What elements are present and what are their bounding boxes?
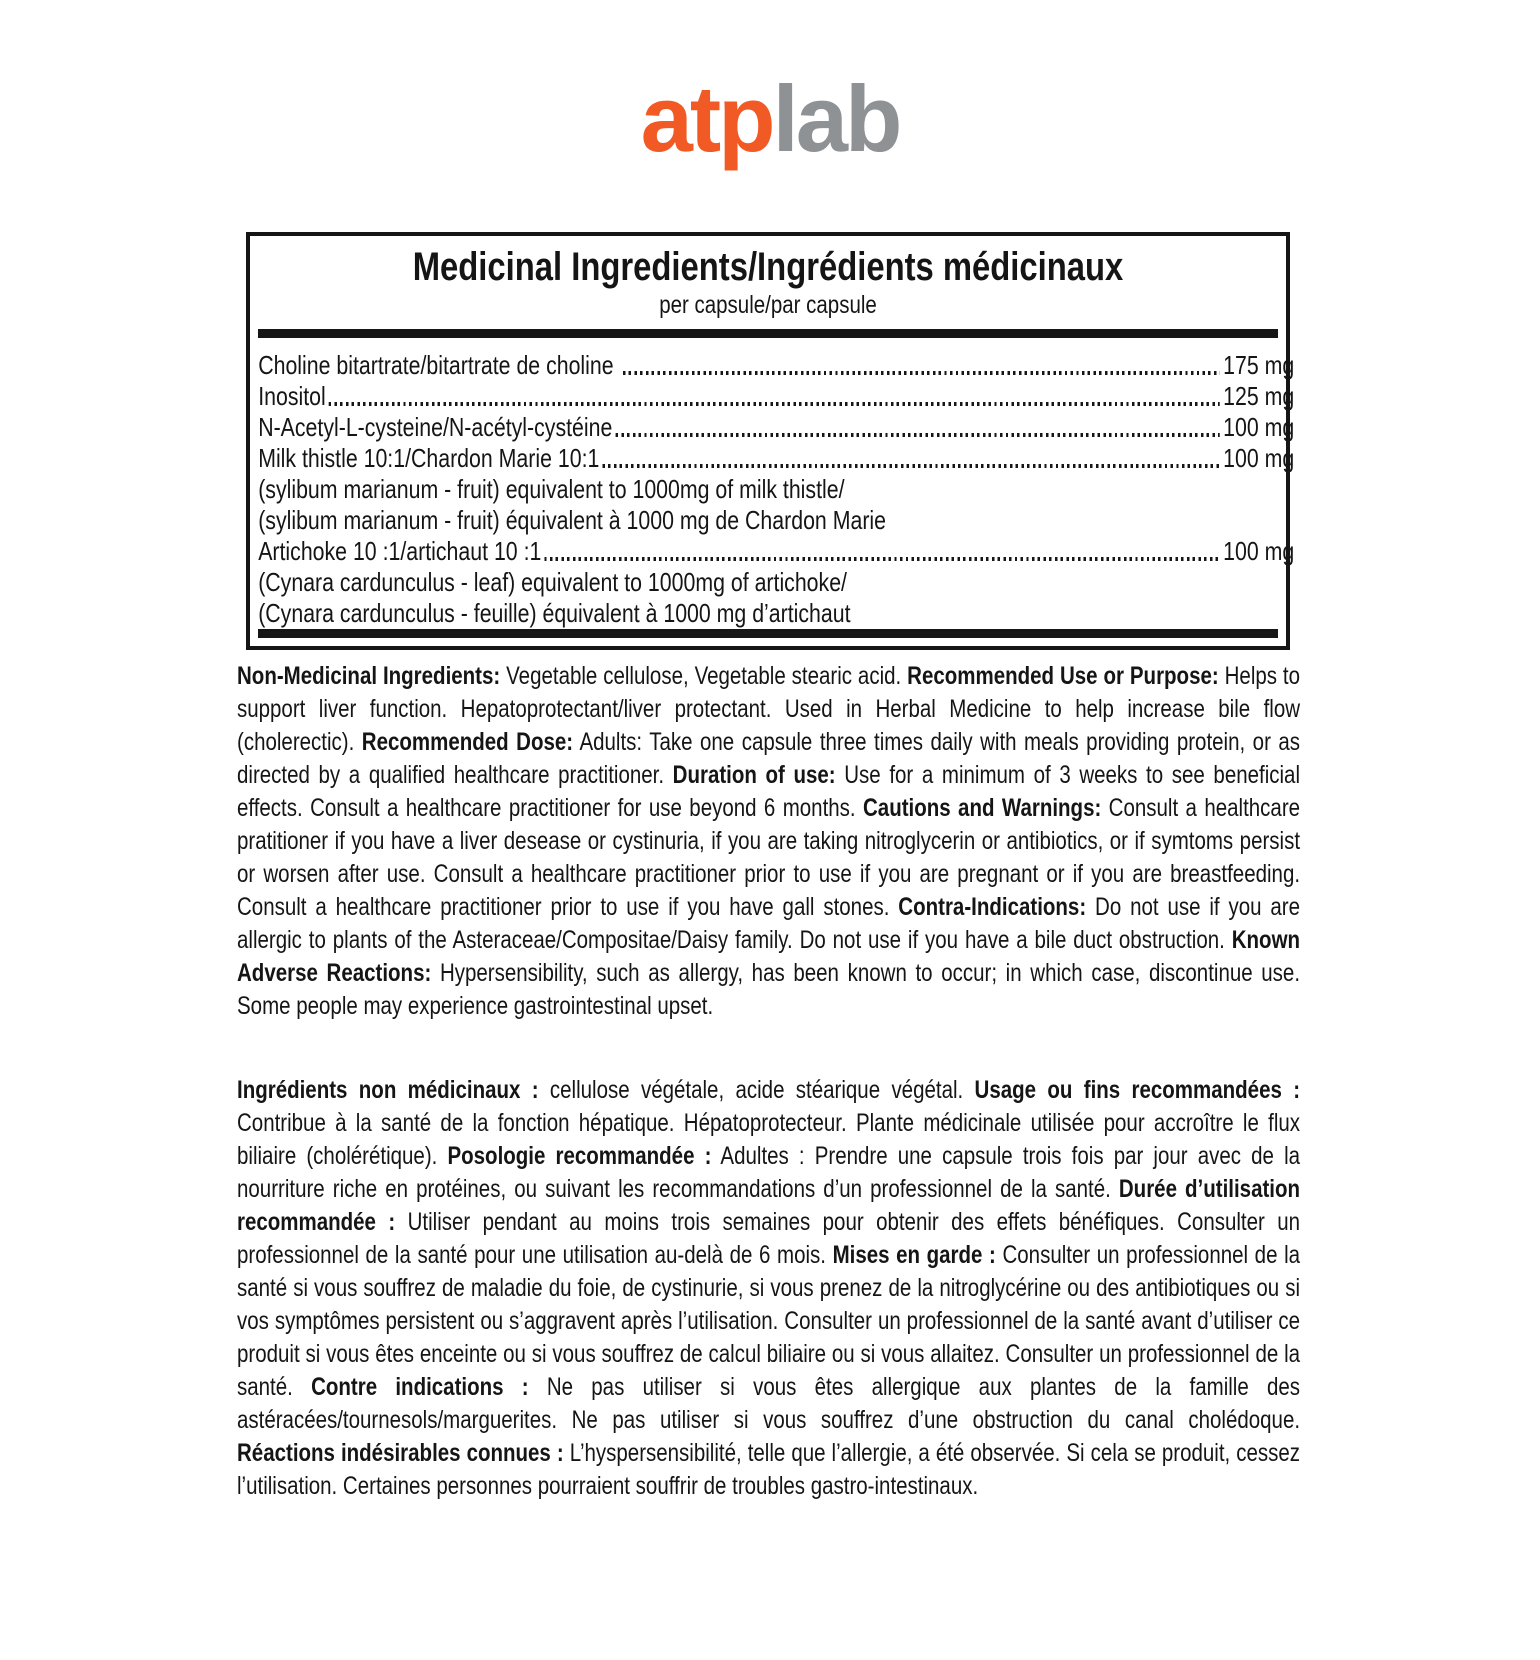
dotted-leader <box>616 433 1220 437</box>
ingredient-amount: 100 mg <box>1223 411 1295 442</box>
brand-logo-lab: lab <box>772 66 900 171</box>
ingredient-amount: 125 mg <box>1223 380 1295 411</box>
section-heading: Posologie recommandée : <box>447 1142 712 1170</box>
brand-logo-atp: atp <box>640 66 773 171</box>
ingredient-row <box>258 350 1294 381</box>
section-heading: Contra-Indications: <box>898 893 1087 921</box>
ingredient-amount: 175 mg <box>1223 349 1295 380</box>
english-info-paragraph <box>237 660 1300 1023</box>
ingredient-label: Inositol <box>258 380 326 411</box>
dotted-leader <box>603 464 1220 468</box>
ingredient-label: (sylibum marianum - fruit) equivalent to 1000mg of milk thistle/ <box>258 473 845 504</box>
ingredient-row <box>258 412 1294 443</box>
section-heading: Known Adverse Reactions: <box>237 926 1301 987</box>
ingredient-list <box>250 338 1302 629</box>
brand-logo <box>0 66 1540 171</box>
section-heading: Ingrédients non médicinaux : <box>237 1076 539 1104</box>
ingredient-label: Choline bitartrate/bitartrate de choline <box>258 349 620 380</box>
ingredient-row <box>258 505 1294 536</box>
dotted-leader <box>329 402 1220 406</box>
section-heading: Usage ou fins recommandées : <box>974 1076 1301 1104</box>
section-heading: Recommended Use or Purpose: <box>907 662 1219 690</box>
ingredient-row <box>258 536 1294 567</box>
section-heading: Mises en garde : <box>832 1241 996 1269</box>
divider-bar-bottom <box>258 629 1278 638</box>
ingredient-row <box>258 381 1294 412</box>
french-info-text: Ingrédients non médicinaux : cellulose végétale, acide stéarique végétal. Usage ou fins recommandées : Contribue à la santé de la fonction hépatique. Hépatoprotecteur. Plante médicinale utilisée pour accroître le flux biliaire (cholérétique). Posologie recommandée : Adultes : Prendre une capsule trois fois par jour avec de la nourriture riche en protéines, ou suivant les recommandations d’un professionnel de la santé. Durée d’utilisation recommandée : Utiliser pendant au moins trois semaines pour obtenir des effets bénéfiques. Consulter un professionnel de la santé pour une utilisation au-delà de 6 mois. Mises en garde : Consulter un professionnel de la santé si vous souffrez de maladie du foie, de cystinurie, si vous prenez de la nitroglycérine ou des antibiotiques ou si vos symptômes persistent ou s’aggravent après l’utilisation. Consulter un professionnel de la santé avant d’utiliser ce produit si vous êtes enceinte ou si vous souffrez de calcul biliaire ou si vous allaitez. Consulter un professionnel de la santé. Contre indications : Ne pas utiliser si vous êtes allergique aux plantes de la famille des astéracées/tournesols/marguerites. Ne pas utiliser si vous souffrez d’une obstruction du canal cholédoque. Réactions indésirables connues : L’hyspersensibilité, telle que l’allergie, a été observée. Si cela se produit, cessez l’utilisation. Certaines personnes pourraient souffrir de troubles gastro-intestinaux. <box>237 1076 1301 1500</box>
section-heading: Réactions indésirables connues : <box>237 1439 564 1467</box>
ingredient-amount: 100 mg <box>1223 442 1295 473</box>
section-heading: Durée d’utilisation recommandée : <box>237 1175 1301 1236</box>
french-info-paragraph <box>237 1074 1300 1503</box>
ingredient-row <box>258 567 1294 598</box>
ingredient-label: (Cynara cardunculus - leaf) equivalent to 1000mg of artichoke/ <box>258 566 847 597</box>
section-heading: Contre indications : <box>311 1373 529 1401</box>
section-heading: Non-Medicinal Ingredients: <box>237 662 501 690</box>
ingredient-label: Artichoke 10 :1/artichaut 10 :1 <box>258 535 542 566</box>
section-heading: Cautions and Warnings: <box>862 794 1102 822</box>
panel-title: Medicinal Ingredients/Ingrédients médicinaux <box>412 245 1124 289</box>
ingredient-amount: 100 mg <box>1223 535 1295 566</box>
dotted-leader <box>623 371 1220 375</box>
panel-subtitle: per capsule/par capsule <box>659 291 877 319</box>
ingredient-row <box>258 443 1294 474</box>
ingredient-label: (Cynara cardunculus - feuille) équivalent à 1000 mg d’artichaut <box>258 597 851 628</box>
section-heading: Duration of use: <box>672 761 836 789</box>
medicinal-ingredients-panel <box>246 232 1295 650</box>
ingredient-row <box>258 474 1294 505</box>
ingredient-row <box>258 598 1294 629</box>
section-heading: Recommended Dose: <box>361 728 574 756</box>
divider-bar-top <box>258 329 1278 338</box>
ingredient-label: N-Acetyl-L-cysteine/N-acétyl-cystéine <box>258 411 613 442</box>
ingredient-label: (sylibum marianum - fruit) équivalent à 1000 mg de Chardon Marie <box>258 504 887 535</box>
ingredient-label: Milk thistle 10:1/Chardon Marie 10:1 <box>258 442 600 473</box>
dotted-leader <box>545 557 1220 561</box>
english-info-text: Non-Medicinal Ingredients: Vegetable cellulose, Vegetable stearic acid. Recommended Use or Purpose: Helps to support liver function. Hepatoprotectant/liver protectant. Used in Herbal Medicine to help increase bile flow (cholerectic). Recommended Dose: Adults: Take one capsule three times daily with meals providing protein, or as directed by a qualified healthcare practitioner. Duration of use: Use for a minimum of 3 weeks to see beneficial effects. Consult a healthcare practitioner for use beyond 6 months. Cautions and Warnings: Consult a healthcare pratitioner if you have a liver desease or cystinuria, if you are taking nitroglycerin or antibiotics, or if symtoms persist or worsen after use. Consult a healthcare practitioner prior to use if you are pregnant or if you are breastfeeding. Consult a healthcare practitioner prior to use if you have gall stones. Contra-Indications: Do not use if you are allergic to plants of the Asteraceae/Compositae/Daisy family. Do not use if you have a bile duct obstruction. Known Adverse Reactions: Hypersensibility, such as allergy, has been known to occur; in which case, discontinue use. Some people may experience gastrointestinal upset. <box>237 662 1301 1020</box>
